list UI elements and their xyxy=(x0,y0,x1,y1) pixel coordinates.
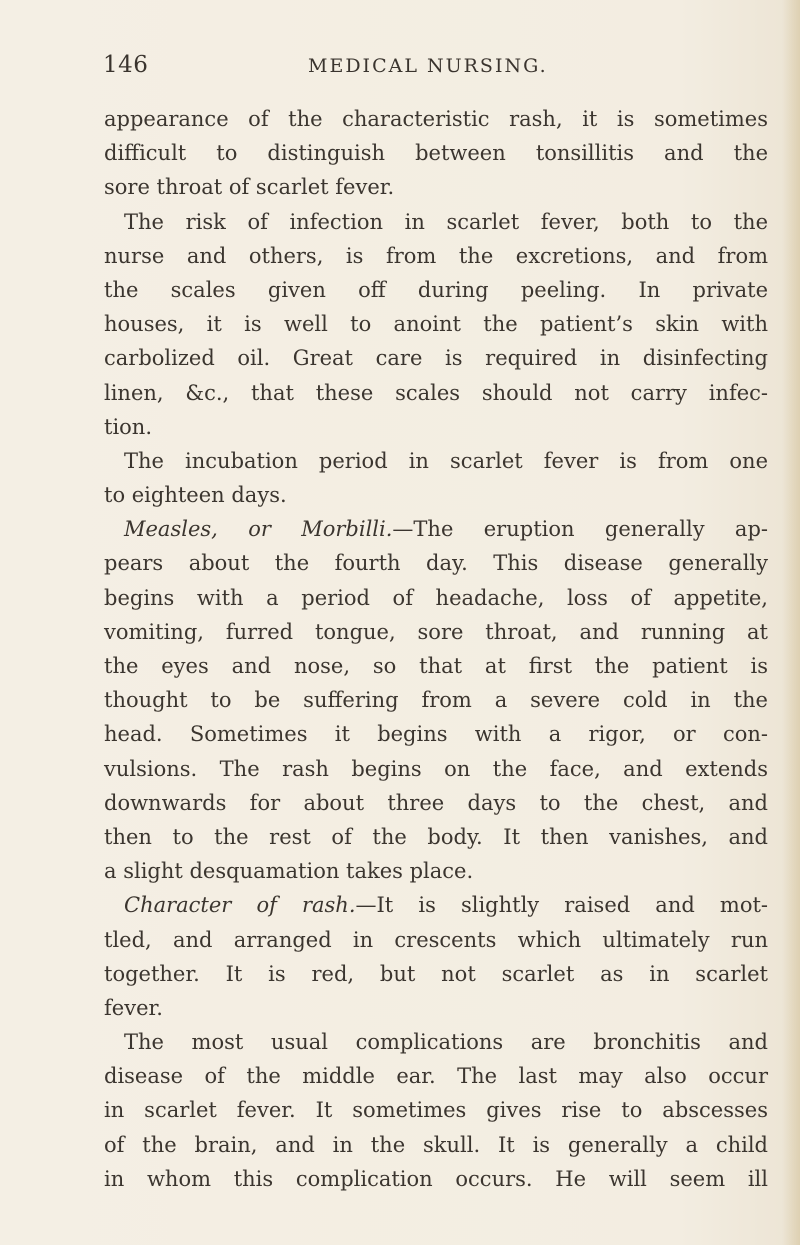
text-line: of the brain, and in the skull. It is generally a child xyxy=(104,1132,768,1157)
running-head: MEDICAL NURSING. xyxy=(308,55,548,77)
text-line: difficult to distinguish between tonsillitis and the xyxy=(104,141,768,166)
text-line: vomiting, furred tongue, sore throat, and running at xyxy=(104,619,768,644)
text-line: linen, &c., that these scales should not carry infec- xyxy=(104,380,768,405)
text-line: The incubation period in scarlet fever is from one xyxy=(124,448,768,473)
text-line: pears about the fourth day. This disease generally xyxy=(104,551,768,576)
section-lead: Character of rash. xyxy=(124,893,356,918)
text-line: Character of rash.—It is slightly raised and mot- xyxy=(124,893,768,918)
text-line: thought to be suffering from a severe cold in the xyxy=(104,688,768,713)
text-line: the scales given off during peeling. In private xyxy=(104,277,768,302)
text-line: sore throat of scarlet fever. xyxy=(104,175,395,200)
text-line: carbolized oil. Great care is required in disinfecting xyxy=(104,346,768,371)
text-line: The most usual complications are bronchitis and xyxy=(124,1030,768,1055)
body-text xyxy=(104,102,768,1196)
text-line: the eyes and nose, so that at first the patient is xyxy=(104,654,768,678)
text-line: in whom this complication occurs. He will seem ill xyxy=(104,1166,768,1191)
text-line: then to the rest of the body. It then vanishes, and xyxy=(104,824,768,849)
text-line: vulsions. The rash begins on the face, and extends xyxy=(104,756,768,781)
text-line: downwards for about three days to the chest, and xyxy=(104,790,768,815)
text-line: in scarlet fever. It sometimes gives rise to abscesses xyxy=(104,1098,768,1123)
text-line: begins with a period of headache, loss of appetite, xyxy=(104,585,768,610)
text-line: together. It is red, but not scarlet as in scarlet xyxy=(104,961,768,986)
page-edge-shadow xyxy=(782,0,800,1245)
text-line: disease of the middle ear. The last may also occur xyxy=(104,1064,768,1089)
text-line: The risk of infection in scarlet fever, both to the xyxy=(124,209,768,234)
page-header xyxy=(0,48,800,84)
text-line: nurse and others, is from the excretions, and from xyxy=(104,243,768,268)
section-lead: Measles, or Morbilli. xyxy=(124,517,393,542)
text-line: fever. xyxy=(104,995,163,1020)
page-number: 146 xyxy=(103,52,149,78)
text-line: tion. xyxy=(104,414,152,439)
text-line: a slight desquamation takes place. xyxy=(104,859,474,884)
text-line: appearance of the characteristic rash, it is sometimes xyxy=(104,107,768,131)
text-line: houses, it is well to anoint the patient’s skin with xyxy=(104,312,768,337)
text-line: to eighteen days. xyxy=(104,483,287,508)
text-line: head. Sometimes it begins with a rigor, or con- xyxy=(104,722,768,747)
text-line: tled, and arranged in crescents which ultimately run xyxy=(104,927,768,952)
text-line: Measles, or Morbilli.—The eruption generally ap- xyxy=(124,517,768,542)
